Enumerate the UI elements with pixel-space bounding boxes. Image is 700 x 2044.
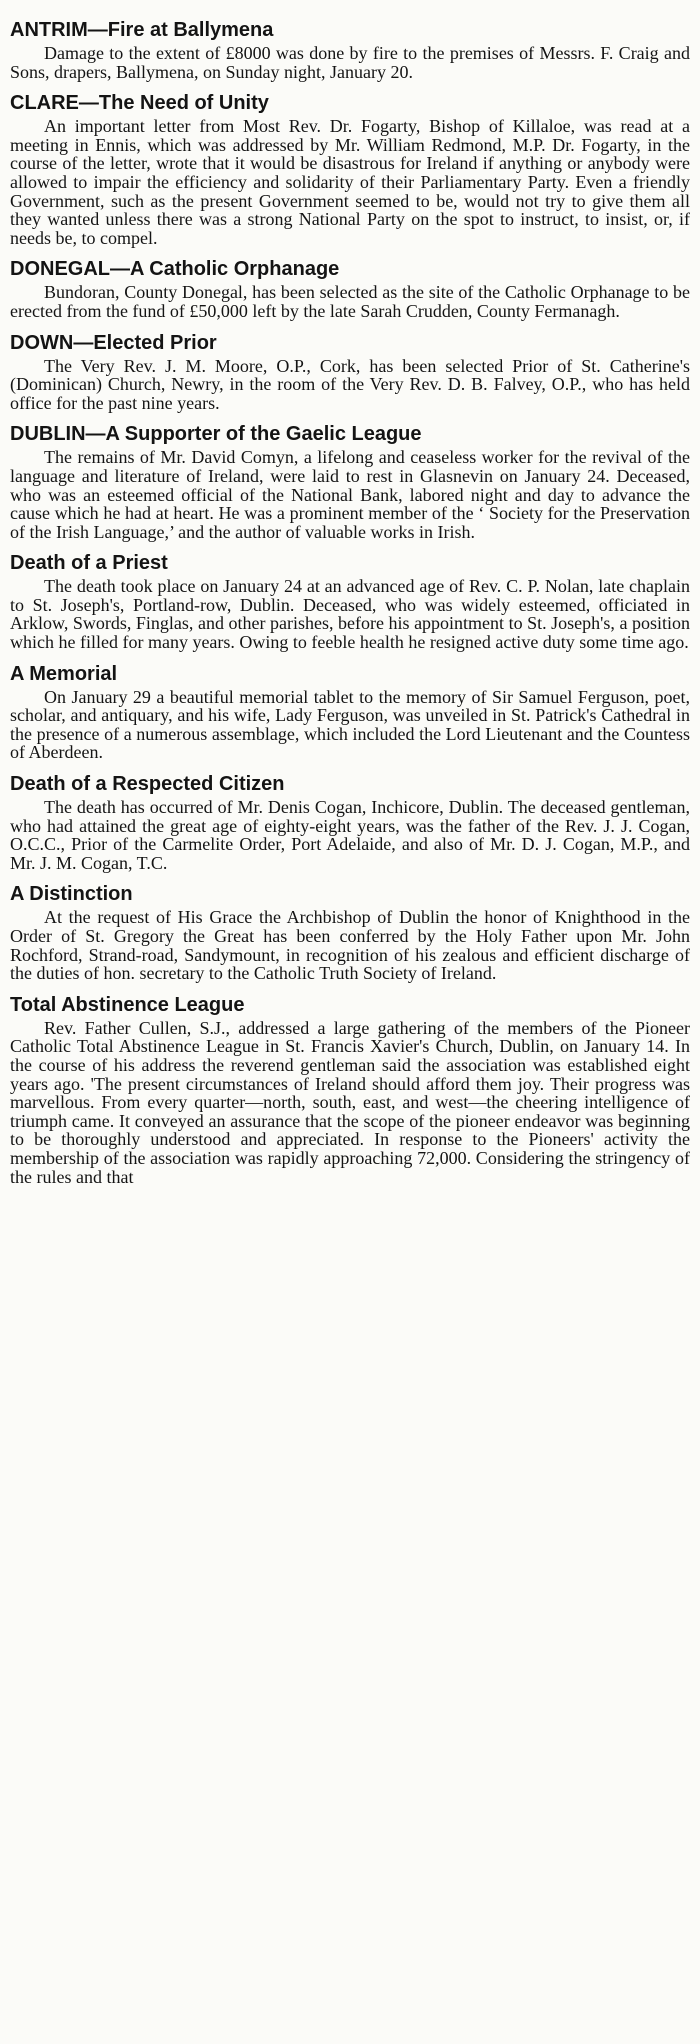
article-body: The Very Rev. J. M. Moore, O.P., Cork, has been selected Prior of St. Catherine's (Dominican) Church, Newry, in the room of the Very Rev. D. B. Falvey, O.P., who has held office for the past nine years. (10, 355, 690, 413)
article-donegal (10, 257, 690, 320)
article-body: Damage to the extent of £8000 was done by fire to the premises of Messrs. F. Craig and Sons, drapers, Ballymena, on Sunday night, January 20. (10, 43, 690, 82)
article-death-of-priest (10, 551, 690, 651)
headline: DOWN—Elected Prior (10, 331, 217, 354)
article-dublin-gaelic-league (10, 422, 690, 541)
headline: Death of a Respected Citizen (10, 773, 285, 796)
headline: ANTRIM—Fire at Ballymena (10, 19, 274, 41)
article-body: The death has occurred of Mr. Denis Cogan, Inchicore, Dublin. The deceased gentleman, who had attained the great age of eighty-eight years, was the father of the Rev. J. J. Cogan, O.C.C., Prior of the Carmelite Order, Port Adelaide, and also of Mr. D. J. Cogan, M.P., and Mr. J. M. Cogan, T.C. (10, 797, 690, 873)
article-body: Bundoran, County Donegal, has been selected as the site of the Catholic Orphanage to be erected from the fund of £50,000 left by the late Sarah Crudden, County Fermanagh. (10, 282, 690, 321)
article-respected-citizen (10, 772, 690, 872)
article-body: The death took place on January 24 at an advanced age of Rev. C. P. Nolan, late chaplain to St. Joseph's, Portland-row, Dublin. Deceased, who was widely esteemed, officiated in Arklow, Swords, Finglas, and other parishes, before his appointment to St. Joseph's, a position which he filled for many years. Owing to feeble health he resigned active duty some time ago. (10, 576, 690, 653)
headline: A Memorial (10, 662, 118, 685)
article-body: An important letter from Most Rev. Dr. Fogarty, Bishop of Killaloe, was read at a meeting in Ennis, which was addressed by Mr. William Redmond, M.P. Dr. Fogarty, in the course of the letter, wrote that it would be disastrous for Ireland if anything or anybody were allowed to impair the efficiency and solidarity of their Parliamentary Party. Even a friendly Government, such as the present Government seemed to be, would not try to give them all they wanted unless there was a strong National Party on the spot to instruct, to insist, or, if needs be, to compel. (10, 116, 690, 248)
headline: CLARE—The Need of Unity (10, 92, 269, 115)
headline: A Distinction (10, 883, 133, 906)
article-body: At the request of His Grace the Archbishop of Dublin the honor of Knighthood in the Order of St. Gregory the Great has been conferred by the Holy Father upon Mr. John Rochford, Strand-road, Sandymount, in recognition of his zealous and efficient discharge of the duties of hon. secretary to the Catholic Truth Society of Ireland. (10, 907, 690, 984)
article-clare (10, 91, 690, 247)
headline: DUBLIN—A Supporter of the Gaelic League (10, 423, 422, 446)
article-total-abstinence (10, 993, 690, 1186)
article-antrim (10, 18, 690, 81)
newspaper-column (10, 0, 690, 1186)
article-body: Rev. Father Cullen, S.J., addressed a large gathering of the members of the Pioneer Catholic Total Abstinence League in St. Francis Xavier's Church, Dublin, on January 14. In the course of his address the reverend gentleman said the association was established eight years ago. 'The present circumstances of Ireland should afford them joy. Their progress was marvellous. From every quarter—north, south, east, and west—the cheering intelligence of triumph came. It conveyed an assurance that the scope of the pioneer endeavor was beginning to be thoroughly understood and appreciated. In response to the Pioneers' activity the membership of the association was rapidly approaching 72,000. Considering the stringency of the rules and that (10, 1017, 690, 1187)
article-down (10, 331, 690, 413)
article-memorial (10, 662, 690, 762)
headline: DONEGAL—A Catholic Orphanage (10, 258, 340, 281)
headline: Total Abstinence League (10, 993, 245, 1016)
headline: Death of a Priest (10, 552, 168, 575)
article-body: The remains of Mr. David Comyn, a lifelong and ceaseless worker for the revival of the language and literature of Ireland, were laid to rest in Glasnevin on January 24. Deceased, who was an esteemed official of the National Bank, labored night and day to advance the cause which he had at heart. He was a prominent member of the ‘ Society for the Preservation of the Irish Language,’ and the author of valuable works in Irish. (10, 447, 690, 542)
article-body: On January 29 a beautiful memorial tablet to the memory of Sir Samuel Ferguson, poet, scholar, and antiquary, and his wife, Lady Ferguson, was unveiled in St. Patrick's Cathedral in the presence of a numerous assemblage, which included the Lord Lieutenant and the Countess of Aberdeen. (10, 686, 690, 763)
article-distinction (10, 882, 690, 982)
